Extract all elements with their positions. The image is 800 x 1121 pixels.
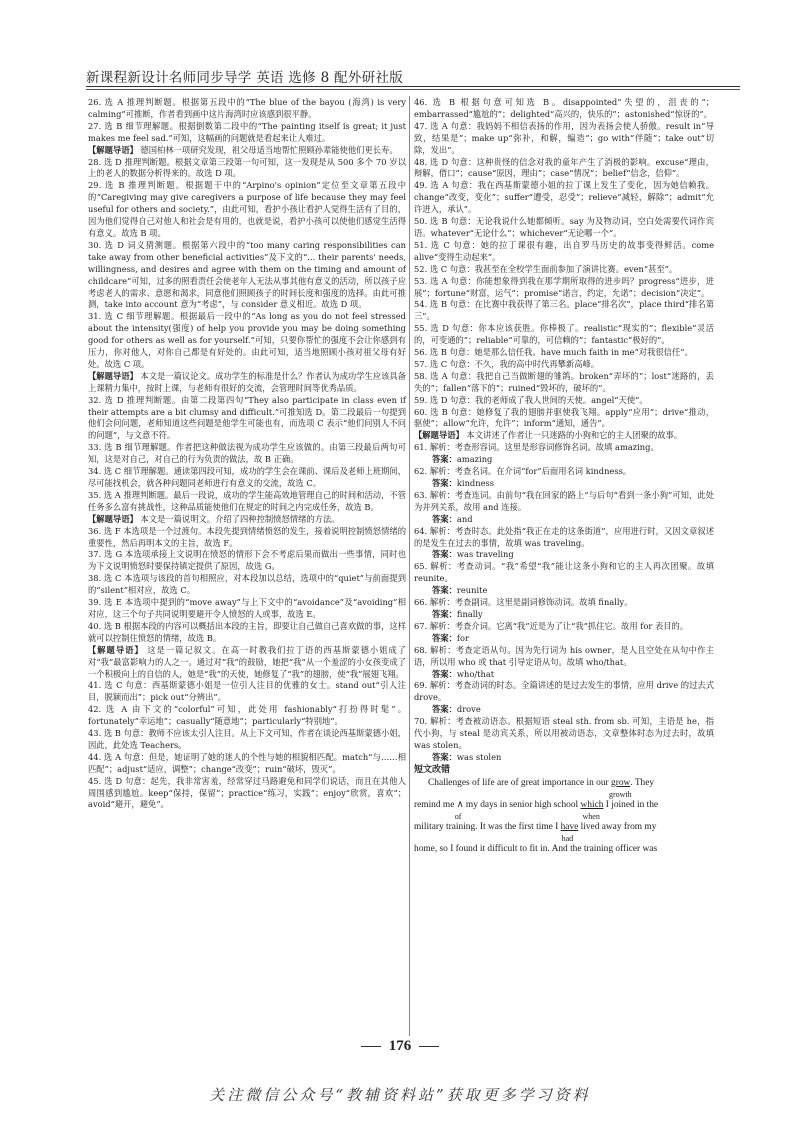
- answer-value: was traveling: [456, 549, 514, 560]
- item-text: . 解析：考查介词。它离“我”近是为了让“我”抓住它。故用 for 表目的。: [424, 620, 689, 631]
- item-number: 43: [88, 728, 99, 739]
- column-divider: [409, 96, 410, 1036]
- item-text: 本文讲述了作者让一只迷路的小狗和它的主人团聚的故事。: [463, 430, 683, 441]
- item-number: 35: [88, 489, 99, 500]
- item-number: 26: [88, 97, 99, 107]
- guide-paragraph: [88, 514, 406, 526]
- answer-item: [414, 121, 714, 157]
- correction-title: 短文改错: [414, 764, 451, 775]
- item-text: . 选 C 细节理解题。根据最后一段中的“As long as you do not feel stressed about the intensity(强度) of help you provide you may be doing something good for others as well as for yourself.”可知，只要你帮忙的强度不会让你感到有压力，你对他人，对你自己都是有好处的。由此可知，适当地照顾小孩对祖父母有好处。故选 C 项。: [88, 311, 406, 369]
- answer-item: [88, 704, 406, 728]
- answer-item: [88, 549, 406, 573]
- item-number: 42: [88, 704, 99, 715]
- item-number: 34: [88, 466, 99, 477]
- answer-item: [414, 97, 714, 121]
- item-number: 47: [414, 120, 425, 131]
- answer-value: drove: [456, 704, 481, 715]
- correction-line-3: military training. It was the first time I have had lived away from my: [414, 821, 657, 843]
- answer-item: [88, 311, 406, 371]
- item-text: . 选 B 根据本段的内容可以概括出本段的主旨，即要让自己做自己喜欢做的事，这样就可以控制住愤怒的情绪，故选 B。: [88, 620, 406, 643]
- item-number: 45: [88, 775, 99, 786]
- correction-fix-word: had: [561, 833, 574, 843]
- item-number: 70: [414, 716, 425, 727]
- answer-line: [414, 585, 714, 597]
- answer-label: 答案：: [432, 478, 457, 488]
- answer-line: [414, 609, 714, 621]
- guide-label: 【解题导语】: [88, 513, 138, 524]
- item-text: . 解析：考查定语从句。因为先行词为 his owner，是人且空处在从句中作主语，所以用 who 或 that 引导定语从句。故填 who/that。: [414, 644, 714, 667]
- answer-item: [88, 597, 406, 621]
- item-number: 31: [88, 311, 99, 322]
- item-number: 39: [88, 597, 99, 608]
- answer-item: [414, 716, 714, 752]
- answer-item: [88, 180, 406, 240]
- guide-label: 【解题导语】: [88, 644, 144, 655]
- page-number: 176: [0, 1038, 800, 1055]
- item-number: 61: [414, 442, 425, 453]
- correction-insert-mark: ∧ of: [454, 799, 464, 821]
- correction-line-1: Challenges of life are of great importance in our grow growth . They: [428, 777, 655, 799]
- item-number: 51: [414, 239, 425, 250]
- answer-item: [88, 573, 406, 597]
- answer-line: [414, 514, 714, 526]
- item-text: . 选 A 句意：但是，她证明了她的迷人的个性与她的相貌相匹配。match“与……相匹配”；adjust“适应，调整”；change“改变”；ruin“破坏，毁灭”。: [88, 751, 406, 774]
- answer-item: [88, 466, 406, 490]
- item-number: 64: [414, 525, 425, 536]
- answer-label: 答案：: [432, 585, 457, 596]
- answer-line: [414, 478, 714, 490]
- item-number: 27: [88, 120, 99, 131]
- item-text: . 解析：考查时态。此处指“我正在走的这条街道”，应用进行时，又因文章叙述的是发生在过去的事情，故填 was traveling。: [414, 525, 714, 548]
- answer-item: [414, 264, 714, 276]
- answer-item: [414, 276, 714, 300]
- answer-item: [414, 442, 714, 454]
- item-number: 66: [414, 597, 425, 608]
- header-rule: [86, 86, 740, 87]
- item-text: . 选 A 推理判断题。最后一段说，成功的学生能高效地管理自己的时间和活动，不管任务多么富有挑战性，这种品质能使他们在规定的时间之内完成任务，故选 B。: [88, 489, 406, 512]
- item-text: . 选 C 本选项与该段的首句相照应，对本段加以总结，选项中的“quiet”与前面提到的“silent”相对应，故选 C。: [88, 573, 406, 596]
- item-text: . 解析：考查动词的时态。全篇讲述的是过去发生的事情，应用 drive 的过去式 drove。: [414, 680, 714, 703]
- item-number: 62: [414, 466, 425, 477]
- answer-value: amazing: [456, 454, 493, 465]
- item-text: . 解析：考查形容词。这里是形容词修饰名词。故填 amazing。: [424, 442, 659, 453]
- answer-item: [88, 157, 406, 181]
- item-number: 55: [414, 323, 425, 334]
- answer-label: 答案：: [432, 608, 457, 619]
- item-number: 50: [414, 216, 425, 227]
- item-text: . 选 A 句意：我把自己当做断翅的雏鸽。broken“弄坏的”；lost“迷路的，丢失的”；fallen“落下的”；ruined“毁坏的，破坏的”。: [414, 370, 714, 393]
- correction-line-4: home, so I found it difficult to fit in. And the training officer was: [414, 843, 658, 854]
- item-number: 63: [414, 489, 425, 500]
- guide-paragraph: [88, 371, 406, 395]
- item-number: 48: [414, 156, 425, 167]
- item-text: . 选 A 句意：我在西基斯蒙德小姐的拉丁课上发生了变化，因为她信赖我。change“改变，变化”；suffer“遭受，忍受”；relieve“减轻，解除”；admit“允许进入，承认”。: [414, 180, 714, 215]
- item-number: 52: [414, 263, 425, 274]
- item-text: . 选 A 推理判断题。根据第五段中的“The blue of the bayou (海湾) is very calming”可推断，作者看到画中这片海湾时应该感到很平静。: [88, 97, 406, 119]
- item-number: 41: [88, 680, 99, 691]
- answer-label: 答案：: [432, 704, 457, 715]
- item-text: . 选 F 本选项是一个过渡句。本段先提到情绪愤怒的发生，接着说明控制愤怒情绪的重要性，然后再明本文的主旨，故选 F。: [88, 525, 406, 548]
- item-text: . 解析：考查动词。“我”希望“我”能让这条小狗和它的主人再次团聚。故填 reunite。: [414, 561, 714, 584]
- item-number: 44: [88, 751, 99, 762]
- item-number: 30: [88, 239, 99, 250]
- answer-line: [414, 704, 714, 716]
- answer-item: [414, 180, 714, 216]
- item-text: 德国柏林一项研究发现，祖父母适当地帮忙照顾孙辈能使他们更长寿。: [137, 144, 398, 155]
- answer-item: [414, 359, 714, 371]
- item-text: . 选 C 句意：我甚至在全校学生面前参加了演讲比赛。even“甚至”。: [424, 263, 678, 274]
- answer-item: [414, 597, 714, 609]
- answer-line: [414, 752, 714, 764]
- item-number: 68: [414, 644, 425, 655]
- answer-label: 答案：: [432, 454, 457, 465]
- item-text: . 选 B 细节理解题。作者把这种做法视为成功学生应该做的。由第三段最后两句可知，这是对自己，对自己的行为负责的做法，故 B 正确。: [88, 442, 406, 465]
- answer-label: 答案：: [432, 513, 457, 524]
- answer-item: [414, 490, 714, 514]
- correction-wrong-word: grow growth: [609, 777, 632, 799]
- answer-item: [414, 466, 714, 478]
- correction-passage: [414, 777, 714, 856]
- item-number: 57: [414, 358, 425, 369]
- left-column: [88, 97, 406, 811]
- item-text: . 选 A 句意：我妈妈不相信表扬的作用，因为表扬会使人骄傲。result in“导致，结果是”；make up“弥补，和解，编造”；go with“伴随”；take out“切除，发出”。: [414, 120, 714, 155]
- header-rule-thin: [86, 89, 740, 90]
- answer-line: [414, 454, 714, 466]
- item-text: . 选 C 句意：不久，我的高中时代再攀新高峰。: [424, 358, 600, 369]
- correction-wrong-word: have had: [560, 821, 579, 843]
- item-text: . 选 D 句意：起先，我非常害羞，经常穿过马路避免和同学们说话，而且在其他人周围感到尴尬。keep“保持，保留”；practice“练习，实践”；enjoy“欣赏，喜欢”；avoid“避开，避免”。: [88, 775, 406, 810]
- answer-value: and: [456, 513, 473, 524]
- item-number: 53: [414, 275, 425, 286]
- item-text: . 选 C 句意：她的拉丁课很有趣，出自罗马历史的故事变得鲜活。come alive“变得生动起来”。: [414, 239, 714, 262]
- item-number: 54: [414, 299, 425, 310]
- item-text: . 选 E 本选项中提到的“move away”与上下文中的“avoidance”及“avoiding”相对应，这三个句子共同说明要避开令人愤怒的人或事，故选 E。: [88, 597, 406, 619]
- item-number: 49: [414, 180, 425, 191]
- item-text: . 解析：考查被动语态。根据短语 steal sth. from sb. 可知，主语是 he，指代小狗，与 steal 是动宾关系，所以用被动语态，文章整体时态为过去时，故填 was stolen。: [414, 716, 714, 750]
- item-number: 56: [414, 347, 425, 358]
- answer-value: was stolen: [456, 751, 502, 762]
- answer-item: [88, 680, 406, 704]
- answer-item: [414, 526, 714, 550]
- answer-item: [88, 776, 406, 812]
- correction-wrong-word: which when: [580, 799, 604, 821]
- item-number: 58: [414, 370, 425, 381]
- answer-item: [88, 621, 406, 645]
- answer-item: [414, 371, 714, 395]
- item-number: 60: [414, 406, 425, 417]
- right-column: [414, 97, 714, 865]
- item-text: . 选 D 句意：这种贵怪的信念对我的童年产生了消极的影响。excuse“理由，辩解，借口”；cause“原因，理由”；case“情况”；belief“信念，信仰”。: [414, 156, 714, 179]
- answer-label: 答案：: [432, 668, 457, 679]
- item-text: . 选 B 细节理解题。根据倒数第二段中的“The painting itself is great; it just makes me feel sad.”可知，这幅画的问题就是看起来让人难过。: [88, 120, 406, 143]
- item-text: . 选 B 句意：无论我说什么她都倾听。say 为及物动词，空白处需要代词作宾语。whatever“无论什么”；whichever“无论哪一个”。: [414, 216, 714, 238]
- item-text: . 选 B 句意：她修复了我的翅膀并驱使我飞翔。apply“应用”；drive“推动，驱使”；allow“允许，允许”；inform“通知，通告”。: [414, 406, 714, 429]
- item-number: 40: [88, 620, 99, 631]
- correction-line-2: remind me ∧ of my days in senior high school which when I joined in the: [414, 799, 659, 821]
- item-text: . 选 B 句意：在比赛中我获得了第三名。place“排名次”，place third“排名第三”。: [414, 299, 714, 322]
- answer-item: [88, 490, 406, 514]
- guide-label: 【解题导语】: [88, 370, 138, 381]
- answer-item: [88, 752, 406, 776]
- answer-item: [414, 407, 714, 431]
- answer-item: [88, 728, 406, 752]
- item-number: 38: [88, 573, 99, 584]
- answer-line: [414, 669, 714, 681]
- answer-label: 答案：: [432, 632, 457, 643]
- item-text: . 选 C 细节理解题。通读第四段可知，成功的学生会在课前、课后及老师上班期间，尽可能找机会，就各种问题同老师进行有意义的交流，故选 C。: [88, 466, 406, 488]
- item-number: 69: [414, 680, 425, 691]
- item-text: . 选 D 词义猜测题。根据第六段中的“too many caring responsibilities can take away from other beneficial activities”及下文的“... their parents' needs, willingness, and desires and agree with them on the timing and amount of childcare”可知，过多的照看责任会使老年人无法从事其他有意义的活动，所以孩子应考虑老人的需求、意愿和渴求，同意他们照顾孩子的时间长度和强度的选择。由此可推测，take into account 意为“考虑”，与 consider 意义相近。故选 D 项。: [88, 239, 406, 310]
- item-text: 本文是一篇说明文。介绍了四种控制愤怒情绪的方法。: [137, 513, 340, 524]
- answer-value: reunite: [456, 585, 488, 596]
- item-text: . 选 G 本选项承接上文说明在愤怒的情形下会不考虑后果而做出一些事情，同时也为下文说明愤怒时要保持镇定提供了原因，故选 G。: [88, 549, 406, 572]
- item-text: . 选 B 句意：她是那么信任我。have much faith in me“对我很信任”。: [424, 347, 693, 358]
- answer-line: [414, 633, 714, 645]
- item-text: . 选 B 句意：教师不应该太引人注目。从上下文可知，作者在谈论西基斯蒙德小姐，因此，此处选 Teachers。: [88, 728, 406, 750]
- answer-value: who/that: [456, 668, 495, 679]
- item-text: . 选 B 推理判断题。根据题干中的“Arpino's opinion”定位至文章第五段中的“Caregiving may give caregivers a purpose of life because they may feel useful for others and society.”，由此可知，看护小孩让看护人觉得生活有了目的，因为他们觉得自己对他人和社会是有用的，也就是说，看护小孩可以使他们感觉生活得有意义。故选 B 项。: [88, 180, 406, 238]
- item-text: . 解析：考查连词。由前句“我在回家的路上”与后句“看到一条小狗”可知，此处为并列关系，故用 and 连接。: [414, 489, 714, 512]
- answer-value: for: [456, 632, 469, 643]
- item-number: 37: [88, 549, 99, 560]
- answer-line: [414, 549, 714, 561]
- item-text: . 选 C 句意：西基斯蒙德小姐是一位引人注目的优雅的女士。stand out“引人注目，脱颖而出”；pick out“分辨出”。: [88, 680, 406, 703]
- item-text: . 解析：考查副词。这里是副词修饰动词。故填 finally。: [424, 597, 633, 608]
- answer-item: [414, 299, 714, 323]
- guide-label: 【解题导语】: [88, 144, 138, 155]
- item-number: 33: [88, 442, 99, 453]
- item-text: 本文是一篇议论文。成功学生的标准是什么？作者认为成功学生应该具备上课精力集中，按时上课，与老师有很好的交流，会管理时间等优秀品质。: [88, 370, 406, 393]
- answer-item: [414, 680, 714, 704]
- item-number: 46: [414, 97, 425, 107]
- answer-item: [414, 216, 714, 240]
- item-number: 59: [414, 394, 425, 405]
- answer-label: 答案：: [432, 751, 457, 762]
- answer-item: [414, 323, 714, 347]
- item-number: 29: [88, 180, 99, 191]
- item-text: . 解析：考查名词。在介词“for”后面用名词 kindness。: [424, 466, 632, 477]
- item-text: . 选 A 句意：你能想象得到我在那学期所取得的进步吗？progress“进步，进展”；fortune“财富，运气”；promise“诺言，约定，允诺”；decision“决定”。: [414, 275, 714, 298]
- item-text: . 选 B 根据句意可知选 B。disappointed“失望的，沮丧的”；embarrassed“尴尬的”；delighted“高兴的，快乐的”；astonished“惊讶的”。: [414, 97, 714, 119]
- item-text: . 选 D 句意：你本应该获胜。你棒极了。realistic“现实的”；flexible“灵活的，可变通的”；reliable“可靠的，可信赖的”；fantastic“极好的”。: [414, 323, 714, 346]
- page-header: 新课程新设计名师同步导学 英语 选修 8 配外研社版: [86, 70, 404, 86]
- guide-paragraph: [88, 645, 406, 681]
- guide-paragraph: [414, 430, 714, 442]
- guide-paragraph: [88, 145, 406, 157]
- item-text: . 选 D 句意：我的老师成了我人世间的天使。angel“天使”。: [424, 394, 648, 405]
- answer-item: [414, 395, 714, 407]
- item-text: . 选 D 推理判断题。由第二段第四句“They also participate in class even if their attempts are a bit clumsy and difficult.”可推知选 D。第二段最后一句提到他们会问问题，老师知道这些问题是他学生可能也有，而选项 C 表示“他们问别人不问的问题”，与文意不符。: [88, 394, 406, 441]
- answer-item: [414, 240, 714, 264]
- guide-label: 【解题导语】: [414, 430, 464, 441]
- footer-note: 关注微信公众号“教辅资料站”获取更多学习资料: [209, 1086, 591, 1104]
- answer-item: [414, 645, 714, 669]
- answer-item: [414, 561, 714, 585]
- answer-item: [414, 347, 714, 359]
- answer-item: [88, 97, 406, 121]
- answer-item: [88, 240, 406, 311]
- correction-fix-word: growth: [609, 789, 632, 799]
- answer-value: finally: [456, 608, 483, 619]
- answer-item: [88, 442, 406, 466]
- answer-item: [88, 526, 406, 550]
- answer-value: kindness: [456, 478, 495, 488]
- item-number: 67: [414, 620, 425, 631]
- item-number: 32: [88, 394, 99, 405]
- item-number: 36: [88, 525, 99, 536]
- item-text: . 选 D 推理判断题。根据文章第三段第一句可知，这一发现是从 500 多个 70 岁以上的老人的数据分析得来的。故选 D 项。: [88, 156, 406, 179]
- item-number: 28: [88, 156, 99, 167]
- answer-label: 答案：: [432, 549, 457, 560]
- answer-item: [414, 157, 714, 181]
- correction-fix-word: when: [582, 811, 600, 821]
- answer-item: [88, 395, 406, 443]
- answer-item: [414, 621, 714, 633]
- item-text: 这是一篇记叙文。在高一时教我们拉丁语的西基斯蒙德小姐成了对“我”最富影响力的人之一。通过对“我”的鼓励，她把“我”从一个羞涩的小女孩变成了一个积极向上的自信的人，她是“我”的天使，她修复了“我”的翅膀，使“我”展翅飞翔。: [88, 644, 406, 679]
- answer-item: [88, 121, 406, 145]
- item-number: 65: [414, 561, 425, 572]
- item-text: . 选 A 由下文的“colorful”可知，此处用 fashionably“打扮得时髦”。fortunately“幸运地”；casually“随意地”；particularly“特别地”。: [88, 704, 406, 727]
